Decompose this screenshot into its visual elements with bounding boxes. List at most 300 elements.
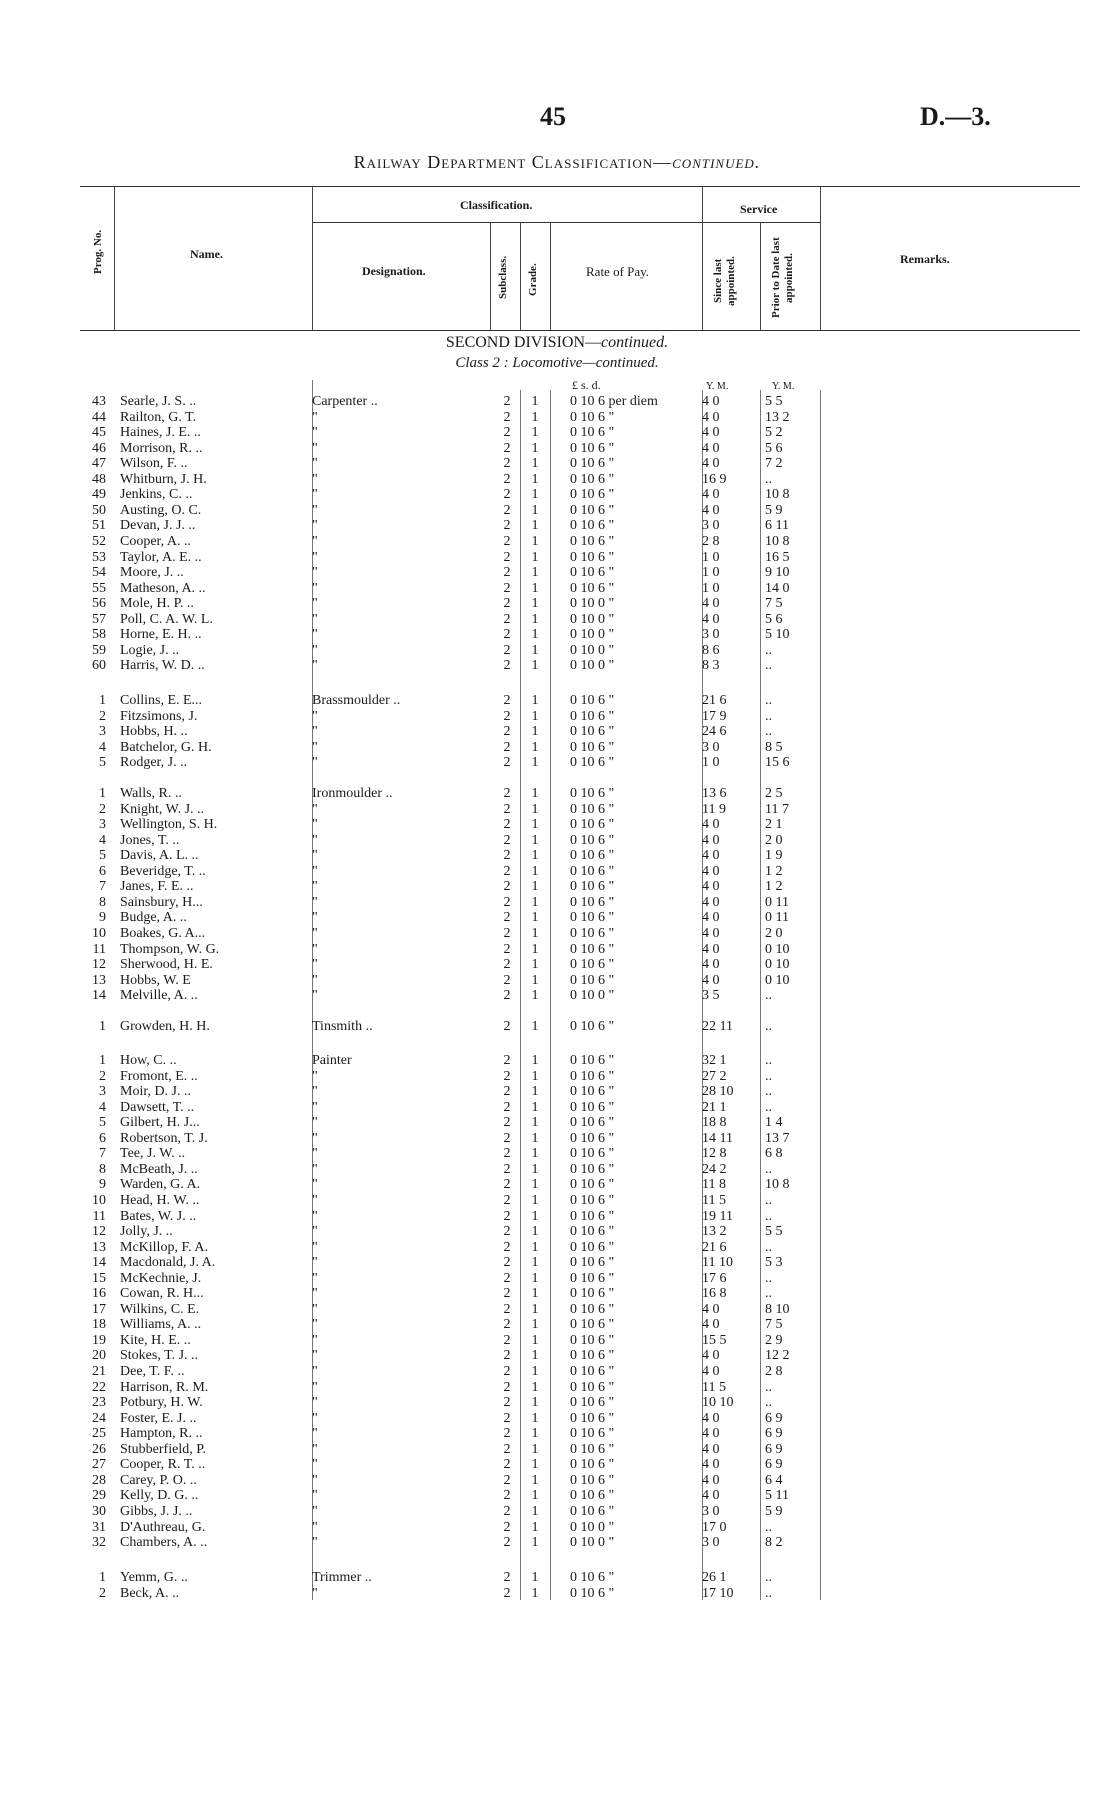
cell-name: McKechnie, J. xyxy=(120,1270,202,1286)
cell-subclass: 2 xyxy=(503,1395,511,1411)
cell-grade: 1 xyxy=(531,1570,539,1585)
cell-grade: 1 xyxy=(531,1192,539,1208)
cell-prior-to-date: 5 9 xyxy=(765,502,783,518)
cell-name: Stokes, T. J. .. xyxy=(120,1348,199,1364)
cell-prog-no: 3 xyxy=(99,817,106,833)
cell-grade: 1 xyxy=(531,817,539,833)
cell-grade: 1 xyxy=(531,1488,539,1504)
cell-prior-to-date: 0 11 xyxy=(765,910,789,926)
cell-name: Hobbs, W. E xyxy=(120,972,191,988)
cell-prog-no: 5 xyxy=(99,1115,106,1131)
cell-subclass: 2 xyxy=(503,425,511,441)
cell-designation: Painter xyxy=(312,1053,352,1068)
cell-grade: 1 xyxy=(531,1130,539,1146)
cell-prior-to-date: .. xyxy=(765,658,772,674)
service-rule xyxy=(702,222,820,223)
header-bottom-rule xyxy=(80,330,1080,331)
cell-since-last: 1 0 xyxy=(702,549,720,565)
cell-subclass: 2 xyxy=(503,1472,511,1488)
cell-grade: 1 xyxy=(531,425,539,441)
cell-name: Williams, A. .. xyxy=(120,1317,202,1333)
cell-grade: 1 xyxy=(531,642,539,658)
cell-prog-no: 10 xyxy=(92,925,106,941)
cell-prog-no: 20 xyxy=(92,1348,106,1364)
cell-prior-to-date: 5 5 xyxy=(765,394,783,409)
cell-since-last: 1 0 xyxy=(702,580,720,596)
cell-name: Davis, A. L. .. xyxy=(120,848,199,864)
cell-subclass: 2 xyxy=(503,693,511,708)
cell-rate-of-pay: 0 10 6 " xyxy=(570,1068,615,1084)
cell-rate-of-pay: 0 10 6 " xyxy=(570,1130,615,1146)
cell-subclass: 2 xyxy=(503,941,511,957)
cell-subclass: 2 xyxy=(503,1019,511,1034)
cell-designation: " xyxy=(312,1208,318,1224)
cell-designation: " xyxy=(312,1348,318,1364)
cell-prog-no: 13 xyxy=(92,1239,106,1255)
cell-since-last: 11 8 xyxy=(702,1177,726,1193)
page-title xyxy=(0,152,1114,173)
cell-rate-of-pay: 0 10 6 " xyxy=(570,1472,615,1488)
cell-prior-to-date: .. xyxy=(765,1053,772,1068)
cell-since-last: 4 0 xyxy=(702,910,720,926)
cell-grade: 1 xyxy=(531,1084,539,1100)
cell-prior-to-date: 6 11 xyxy=(765,518,789,534)
header-service: Service xyxy=(740,202,778,216)
cell-subclass: 2 xyxy=(503,1348,511,1364)
cell-designation: " xyxy=(312,1177,318,1193)
cell-since-last: 4 0 xyxy=(702,409,720,425)
cell-grade: 1 xyxy=(531,724,539,740)
cell-rate-of-pay: 0 10 6 " xyxy=(570,1503,615,1519)
cell-rate-of-pay: 0 10 6 " xyxy=(570,941,615,957)
header-col-rule xyxy=(520,222,521,330)
body-col-rule xyxy=(550,390,551,1600)
cell-subclass: 2 xyxy=(503,925,511,941)
cell-prog-no: 4 xyxy=(99,739,106,755)
cell-subclass: 2 xyxy=(503,1146,511,1162)
cell-subclass: 2 xyxy=(503,786,511,801)
cell-prior-to-date: .. xyxy=(765,1239,772,1255)
cell-subclass: 2 xyxy=(503,817,511,833)
cell-grade: 1 xyxy=(531,910,539,926)
cell-rate-of-pay: 0 10 6 " xyxy=(570,1488,615,1504)
cell-rate-of-pay: 0 10 6 " xyxy=(570,580,615,596)
cell-rate-of-pay: 0 10 6 " xyxy=(570,786,615,801)
cell-subclass: 2 xyxy=(503,988,511,1004)
cell-rate-of-pay: 0 10 6 " xyxy=(570,533,615,549)
cell-name: Wellington, S. H. xyxy=(120,817,218,833)
cell-grade: 1 xyxy=(531,1364,539,1379)
cell-since-last: 4 0 xyxy=(702,894,720,910)
cell-grade: 1 xyxy=(531,549,539,565)
cell-designation: " xyxy=(312,518,318,534)
cell-rate-of-pay: 0 10 6 " xyxy=(570,1019,615,1034)
cell-designation: " xyxy=(312,801,318,817)
cell-prior-to-date: 2 1 xyxy=(765,817,783,833)
cell-grade: 1 xyxy=(531,1255,539,1271)
cell-prog-no: 6 xyxy=(99,1130,106,1146)
cell-name: Wilkins, C. E. xyxy=(120,1301,200,1317)
cell-designation: Brassmoulder .. xyxy=(312,693,401,708)
cell-subclass: 2 xyxy=(503,502,511,518)
cell-prior-to-date: 6 9 xyxy=(765,1441,783,1457)
cell-prog-no: 56 xyxy=(92,596,106,612)
cell-prog-no: 51 xyxy=(92,518,106,534)
header-top-rule xyxy=(80,186,1080,187)
cell-prog-no: 31 xyxy=(92,1519,106,1535)
cell-designation: " xyxy=(312,533,318,549)
cell-designation: " xyxy=(312,658,318,674)
header-col-rule xyxy=(312,186,313,330)
cell-grade: 1 xyxy=(531,1099,539,1115)
cell-prog-no: 9 xyxy=(99,1177,106,1193)
division-title-continued: continued. xyxy=(601,334,669,351)
cell-name: Morrison, R. .. xyxy=(120,440,203,456)
cell-designation: " xyxy=(312,1130,318,1146)
cell-grade: 1 xyxy=(531,894,539,910)
cell-designation: Ironmoulder .. xyxy=(312,786,393,801)
cell-designation: " xyxy=(312,1585,318,1601)
cell-grade: 1 xyxy=(531,1348,539,1364)
cell-grade: 1 xyxy=(531,708,539,724)
cell-since-last: 4 0 xyxy=(702,502,720,518)
cell-grade: 1 xyxy=(531,456,539,472)
cell-subclass: 2 xyxy=(503,658,511,674)
cell-prog-no: 22 xyxy=(92,1379,106,1395)
cell-prog-no: 55 xyxy=(92,580,106,596)
cell-since-last: 24 6 xyxy=(702,724,727,740)
cell-grade: 1 xyxy=(531,394,539,409)
cell-prior-to-date: .. xyxy=(765,1519,772,1535)
cell-grade: 1 xyxy=(531,863,539,879)
cell-grade: 1 xyxy=(531,1177,539,1193)
cell-prior-to-date: .. xyxy=(765,1585,772,1601)
cell-since-last: 4 0 xyxy=(702,487,720,503)
cell-prior-to-date: .. xyxy=(765,642,772,658)
cell-name: Hobbs, H. .. xyxy=(120,724,188,740)
cell-subclass: 2 xyxy=(503,1457,511,1473)
cell-grade: 1 xyxy=(531,1115,539,1131)
cell-designation: " xyxy=(312,832,318,848)
cell-rate-of-pay: 0 10 6 " xyxy=(570,1224,615,1240)
cell-prior-to-date: .. xyxy=(765,1286,772,1302)
cell-grade: 1 xyxy=(531,580,539,596)
cell-prog-no: 11 xyxy=(92,1208,106,1224)
cell-subclass: 2 xyxy=(503,1379,511,1395)
cell-rate-of-pay: 0 10 6 " xyxy=(570,425,615,441)
cell-grade: 1 xyxy=(531,786,539,801)
cell-since-last: 22 11 xyxy=(702,1019,733,1034)
cell-name: Collins, E. E... xyxy=(120,693,203,708)
cell-subclass: 2 xyxy=(503,1161,511,1177)
cell-since-last: 4 0 xyxy=(702,1457,720,1473)
cell-name: Macdonald, J. A. xyxy=(120,1255,216,1271)
cell-designation: " xyxy=(312,1535,318,1551)
cell-subclass: 2 xyxy=(503,863,511,879)
cell-since-last: 21 6 xyxy=(702,1239,727,1255)
cell-rate-of-pay: 0 10 0 " xyxy=(570,988,615,1004)
cell-name: Foster, E. J. .. xyxy=(120,1410,197,1426)
cell-prog-no: 2 xyxy=(99,1585,106,1601)
cell-prog-no: 7 xyxy=(99,1146,106,1162)
cell-designation: " xyxy=(312,1395,318,1411)
cell-prog-no: 29 xyxy=(92,1488,106,1504)
cell-rate-of-pay: 0 10 6 " xyxy=(570,456,615,472)
cell-since-last: 4 0 xyxy=(702,440,720,456)
cell-since-last: 11 5 xyxy=(702,1192,726,1208)
cell-subclass: 2 xyxy=(503,972,511,988)
cell-grade: 1 xyxy=(531,848,539,864)
cell-rate-of-pay: 0 10 6 " xyxy=(570,1146,615,1162)
cell-prog-no: 52 xyxy=(92,533,106,549)
cell-prog-no: 8 xyxy=(99,1161,106,1177)
cell-prior-to-date: 5 3 xyxy=(765,1255,783,1271)
cell-name: Melville, A. .. xyxy=(120,988,198,1004)
cell-prior-to-date: .. xyxy=(765,1068,772,1084)
cell-prior-to-date: 0 10 xyxy=(765,972,790,988)
cell-since-last: 26 1 xyxy=(702,1570,727,1585)
cell-prior-to-date: 0 10 xyxy=(765,957,790,973)
cell-since-last: 17 10 xyxy=(702,1585,734,1601)
cell-grade: 1 xyxy=(531,565,539,581)
cell-prog-no: 11 xyxy=(92,941,106,957)
cell-grade: 1 xyxy=(531,693,539,708)
cell-rate-of-pay: 0 10 0 " xyxy=(570,627,615,643)
cell-name: Yemm, G. .. xyxy=(120,1570,188,1585)
cell-prog-no: 14 xyxy=(92,1255,106,1271)
cell-since-last: 4 0 xyxy=(702,611,720,627)
cell-prior-to-date: .. xyxy=(765,1270,772,1286)
cell-grade: 1 xyxy=(531,409,539,425)
cell-name: Carey, P. O. .. xyxy=(120,1472,197,1488)
cell-grade: 1 xyxy=(531,1301,539,1317)
cell-prog-no: 26 xyxy=(92,1441,106,1457)
cell-grade: 1 xyxy=(531,487,539,503)
cell-designation: " xyxy=(312,1457,318,1473)
cell-rate-of-pay: 0 10 0 " xyxy=(570,596,615,612)
header-col-rule xyxy=(114,186,115,330)
cell-rate-of-pay: 0 10 6 " xyxy=(570,801,615,817)
cell-since-last: 3 0 xyxy=(702,1503,720,1519)
cell-rate-of-pay: 0 10 6 " xyxy=(570,755,615,771)
cell-grade: 1 xyxy=(531,1161,539,1177)
cell-prior-to-date: 10 8 xyxy=(765,1177,790,1193)
cell-since-last: 4 0 xyxy=(702,1301,720,1317)
cell-since-last: 4 0 xyxy=(702,456,720,472)
cell-designation: " xyxy=(312,1379,318,1395)
header-designation: Designation. xyxy=(362,264,426,278)
cell-grade: 1 xyxy=(531,1457,539,1473)
cell-prog-no: 1 xyxy=(99,693,106,708)
cell-rate-of-pay: 0 10 6 " xyxy=(570,910,615,926)
cell-rate-of-pay: 0 10 6 " xyxy=(570,1395,615,1411)
body-col-rule xyxy=(820,390,821,1600)
cell-designation: " xyxy=(312,724,318,740)
cell-subclass: 2 xyxy=(503,1192,511,1208)
cell-since-last: 3 0 xyxy=(702,739,720,755)
cell-designation: " xyxy=(312,1301,318,1317)
cell-grade: 1 xyxy=(531,1472,539,1488)
cell-subclass: 2 xyxy=(503,910,511,926)
cell-subclass: 2 xyxy=(503,1410,511,1426)
cell-designation: " xyxy=(312,925,318,941)
cell-grade: 1 xyxy=(531,596,539,612)
cell-rate-of-pay: 0 10 6 " xyxy=(570,565,615,581)
cell-subclass: 2 xyxy=(503,627,511,643)
cell-prior-to-date: 1 9 xyxy=(765,848,783,864)
cell-name: Walls, R. .. xyxy=(120,786,182,801)
cell-prog-no: 49 xyxy=(92,487,106,503)
cell-grade: 1 xyxy=(531,502,539,518)
cell-grade: 1 xyxy=(531,1410,539,1426)
cell-prog-no: 12 xyxy=(92,1224,106,1240)
cell-prior-to-date: 5 11 xyxy=(765,1488,789,1504)
cell-since-last: 11 5 xyxy=(702,1379,726,1395)
cell-since-last: 16 8 xyxy=(702,1286,727,1302)
cell-name: Jones, T. .. xyxy=(120,832,180,848)
units-pay: £ s. d. xyxy=(572,378,601,392)
cell-rate-of-pay: 0 10 6 " xyxy=(570,440,615,456)
cell-designation: " xyxy=(312,817,318,833)
class-title: Class 2 : Locomotive—continued. xyxy=(455,355,659,371)
cell-rate-of-pay: 0 10 6 per diem xyxy=(570,394,658,409)
cell-prog-no: 28 xyxy=(92,1472,106,1488)
cell-since-last: 27 2 xyxy=(702,1068,727,1084)
cell-designation: " xyxy=(312,1472,318,1488)
cell-rate-of-pay: 0 10 6 " xyxy=(570,972,615,988)
cell-name: Fitzsimons, J. xyxy=(120,708,198,724)
cell-since-last: 12 8 xyxy=(702,1146,727,1162)
cell-prog-no: 10 xyxy=(92,1192,106,1208)
cell-grade: 1 xyxy=(531,879,539,895)
cell-since-last: 1 0 xyxy=(702,565,720,581)
cell-designation: " xyxy=(312,848,318,864)
cell-name: Whitburn, J. H. xyxy=(120,471,207,487)
cell-prior-to-date: .. xyxy=(765,724,772,740)
cell-subclass: 2 xyxy=(503,1255,511,1271)
cell-prog-no: 57 xyxy=(92,611,106,627)
cell-grade: 1 xyxy=(531,1019,539,1034)
cell-designation: " xyxy=(312,1441,318,1457)
cell-grade: 1 xyxy=(531,755,539,771)
cell-prog-no: 27 xyxy=(92,1457,106,1473)
cell-subclass: 2 xyxy=(503,1585,511,1601)
cell-subclass: 2 xyxy=(503,1239,511,1255)
cell-since-last: 8 6 xyxy=(702,642,720,658)
cell-rate-of-pay: 0 10 0 " xyxy=(570,658,615,674)
cell-name: Beck, A. .. xyxy=(120,1585,180,1601)
cell-subclass: 2 xyxy=(503,409,511,425)
cell-designation: " xyxy=(312,755,318,771)
cell-prog-no: 25 xyxy=(92,1426,106,1442)
cell-grade: 1 xyxy=(531,1395,539,1411)
cell-prior-to-date: .. xyxy=(765,1099,772,1115)
cell-name: Beveridge, T. .. xyxy=(120,863,206,879)
cell-subclass: 2 xyxy=(503,1270,511,1286)
header-since-last: Since last appointed. xyxy=(712,256,737,306)
cell-designation: " xyxy=(312,910,318,926)
cell-since-last: 4 0 xyxy=(702,972,720,988)
cell-subclass: 2 xyxy=(503,1130,511,1146)
cell-designation: " xyxy=(312,708,318,724)
cell-prior-to-date: 5 2 xyxy=(765,425,783,441)
cell-subclass: 2 xyxy=(503,549,511,565)
cell-prog-no: 14 xyxy=(92,988,106,1004)
cell-name: Austing, O. C. xyxy=(120,502,202,518)
cell-designation: " xyxy=(312,972,318,988)
cell-rate-of-pay: 0 10 6 " xyxy=(570,925,615,941)
cell-subclass: 2 xyxy=(503,611,511,627)
cell-prog-no: 2 xyxy=(99,801,106,817)
cell-grade: 1 xyxy=(531,1535,539,1551)
cell-prior-to-date: 5 6 xyxy=(765,440,783,456)
cell-prog-no: 16 xyxy=(92,1286,106,1302)
cell-grade: 1 xyxy=(531,1426,539,1442)
cell-subclass: 2 xyxy=(503,440,511,456)
cell-designation: " xyxy=(312,1270,318,1286)
cell-prog-no: 1 xyxy=(99,1019,106,1034)
cell-name: Boakes, G. A... xyxy=(120,925,206,941)
cell-subclass: 2 xyxy=(503,1364,511,1379)
cell-rate-of-pay: 0 10 6 " xyxy=(570,1570,615,1585)
cell-grade: 1 xyxy=(531,471,539,487)
cell-name: Wilson, F. .. xyxy=(120,456,188,472)
cell-since-last: 4 0 xyxy=(702,425,720,441)
cell-designation: " xyxy=(312,409,318,425)
cell-since-last: 16 9 xyxy=(702,471,727,487)
cell-prog-no: 30 xyxy=(92,1503,106,1519)
cell-rate-of-pay: 0 10 6 " xyxy=(570,1379,615,1395)
cell-name: Fromont, E. .. xyxy=(120,1068,198,1084)
cell-since-last: 3 0 xyxy=(702,518,720,534)
cell-prog-no: 43 xyxy=(92,394,106,409)
cell-rate-of-pay: 0 10 6 " xyxy=(570,1301,615,1317)
cell-name: Potbury, H. W. xyxy=(120,1395,203,1411)
cell-prior-to-date: .. xyxy=(765,1161,772,1177)
cell-prog-no: 12 xyxy=(92,957,106,973)
cell-subclass: 2 xyxy=(503,1535,511,1551)
cell-grade: 1 xyxy=(531,1379,539,1395)
cell-rate-of-pay: 0 10 6 " xyxy=(570,1084,615,1100)
cell-name: Jenkins, C. .. xyxy=(120,487,193,503)
cell-name: Mole, H. P. .. xyxy=(120,596,194,612)
cell-name: Batchelor, G. H. xyxy=(120,739,212,755)
cell-subclass: 2 xyxy=(503,801,511,817)
cell-prior-to-date: 7 2 xyxy=(765,456,783,472)
cell-rate-of-pay: 0 10 6 " xyxy=(570,1053,615,1068)
cell-designation: Trimmer .. xyxy=(312,1570,372,1585)
cell-since-last: 15 5 xyxy=(702,1332,727,1348)
cell-prog-no: 48 xyxy=(92,471,106,487)
cell-subclass: 2 xyxy=(503,879,511,895)
header-prog-no: Prog. No. xyxy=(92,229,104,275)
cell-grade: 1 xyxy=(531,925,539,941)
cell-designation: " xyxy=(312,988,318,1004)
cell-prior-to-date: .. xyxy=(765,1570,772,1585)
cell-designation: " xyxy=(312,565,318,581)
cell-grade: 1 xyxy=(531,1208,539,1224)
header-prior-to-date: Prior to Date last appointed. xyxy=(770,237,795,319)
cell-subclass: 2 xyxy=(503,596,511,612)
cell-rate-of-pay: 0 10 0 " xyxy=(570,642,615,658)
cell-name: Cowan, R. H... xyxy=(120,1286,204,1302)
cell-rate-of-pay: 0 10 6 " xyxy=(570,1255,615,1271)
cell-grade: 1 xyxy=(531,1519,539,1535)
cell-designation: " xyxy=(312,627,318,643)
cell-grade: 1 xyxy=(531,518,539,534)
cell-since-last: 4 0 xyxy=(702,863,720,879)
cell-subclass: 2 xyxy=(503,456,511,472)
